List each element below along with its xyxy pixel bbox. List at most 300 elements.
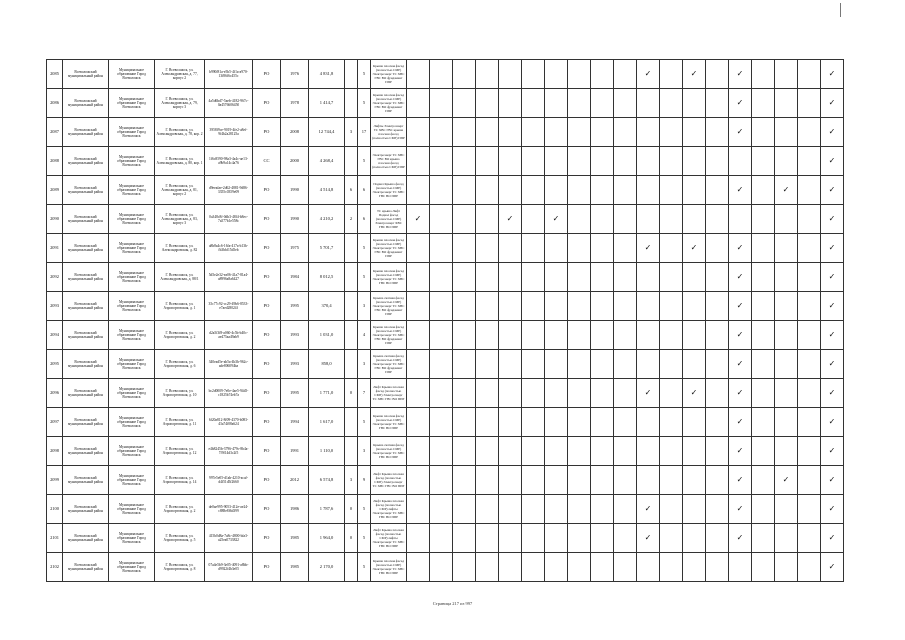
empty-cell [476, 89, 499, 118]
municipality: Муниципальное образование Город Всеволожск [109, 495, 155, 524]
empty-cell [545, 350, 568, 379]
works-list: Крыша плоская фасад (полностью СМР) Электроэнерг ТС ХВС ГВС ВО ППР [371, 553, 407, 582]
check-mark-cell: ✓ [683, 379, 706, 408]
empty-cell [591, 408, 614, 437]
empty-cell [683, 495, 706, 524]
empty-cell [476, 379, 499, 408]
works-list: Крыша плоская фасад (полностью СМР) Электроэнерг ТС ХВС ГВС ВО фундамент ППР [371, 89, 407, 118]
empty-cell [545, 524, 568, 553]
empty-cell [453, 350, 476, 379]
empty-cell [522, 553, 545, 582]
empty-cell [476, 553, 499, 582]
empty-cell [430, 147, 453, 176]
works-list: Крыша плоская фасад (полностью СМР) Электроэнерг ТС ХВС ГВС ВО фундамент ППР [371, 321, 407, 350]
row-number: 2087 [47, 118, 63, 147]
empty-cell [407, 321, 430, 350]
empty-cell [683, 89, 706, 118]
empty-cell [476, 205, 499, 234]
empty-cell [752, 205, 775, 234]
empty-cell [522, 60, 545, 89]
empty-cell [614, 350, 637, 379]
empty-cell [775, 379, 798, 408]
municipal-district: Всеволожский муниципальный район [63, 89, 109, 118]
empty-cell [637, 147, 660, 176]
wall-material: РО [253, 89, 281, 118]
empty-cell [660, 205, 683, 234]
floors-count: 4 [358, 321, 371, 350]
empty-cell [683, 205, 706, 234]
empty-cell [798, 350, 821, 379]
empty-cell [430, 321, 453, 350]
lifts-count [345, 408, 358, 437]
build-year: 2000 [281, 147, 309, 176]
empty-cell [660, 60, 683, 89]
empty-cell [430, 292, 453, 321]
empty-cell [430, 89, 453, 118]
empty-cell [752, 147, 775, 176]
empty-cell [453, 495, 476, 524]
check-mark-cell: ✓ [637, 234, 660, 263]
floors-count: 3 [358, 350, 371, 379]
municipal-district: Всеволожский муниципальный район [63, 437, 109, 466]
empty-cell [706, 495, 729, 524]
row-number: 2086 [47, 89, 63, 118]
empty-cell [568, 321, 591, 350]
empty-cell [591, 60, 614, 89]
empty-cell [752, 350, 775, 379]
check-mark-cell: ✓ [821, 379, 844, 408]
empty-cell [453, 437, 476, 466]
empty-cell [614, 60, 637, 89]
empty-cell [637, 466, 660, 495]
empty-cell [430, 176, 453, 205]
check-mark-cell: ✓ [729, 89, 752, 118]
empty-cell [545, 379, 568, 408]
empty-cell [683, 466, 706, 495]
address: Г. Всеволожск, ул. Александровская, д. 79, корпус 3 [155, 89, 205, 118]
address: Г. Всеволожск, ул. Александровская, д. 81, корпус 2 [155, 176, 205, 205]
check-mark-cell: ✓ [407, 205, 430, 234]
empty-cell [752, 437, 775, 466]
empty-cell [660, 89, 683, 118]
empty-cell [499, 292, 522, 321]
address: Г. Всеволожск, ул. Аэропортовская, д. 5 [155, 524, 205, 553]
table-row [47, 263, 844, 292]
capital-repair-register-table [46, 59, 844, 582]
municipality: Муниципальное образование Город Всеволожск [109, 147, 155, 176]
build-year: 1978 [281, 89, 309, 118]
total-area: 1 617,0 [309, 408, 345, 437]
empty-cell [430, 263, 453, 292]
empty-cell [752, 495, 775, 524]
works-list: Лифт Крыша плоская фасад (полностью СМР) Электроэнерг ТС ХВС ГВС ВО ППР [371, 379, 407, 408]
empty-cell [499, 350, 522, 379]
row-number: 2101 [47, 524, 63, 553]
empty-cell [798, 89, 821, 118]
empty-cell [522, 292, 545, 321]
build-year: 1986 [281, 495, 309, 524]
empty-cell [522, 379, 545, 408]
build-year: 1993 [281, 321, 309, 350]
lifts-count: 6 [345, 176, 358, 205]
empty-cell [614, 176, 637, 205]
empty-cell [545, 234, 568, 263]
empty-cell [453, 176, 476, 205]
works-list: Лифты Электроэнерг ТС ХВС ГВС крыша плоская фасад (полностью СМР) ППР [371, 118, 407, 147]
empty-cell [430, 495, 453, 524]
municipal-district: Всеволожский муниципальный район [63, 466, 109, 495]
municipality: Муниципальное образование Город Всеволожск [109, 408, 155, 437]
empty-cell [407, 524, 430, 553]
empty-cell [407, 234, 430, 263]
empty-cell [706, 263, 729, 292]
empty-cell [729, 147, 752, 176]
empty-cell [522, 495, 545, 524]
empty-cell [706, 205, 729, 234]
wall-material: СС [253, 147, 281, 176]
empty-cell [407, 379, 430, 408]
empty-cell [407, 263, 430, 292]
table-row [47, 292, 844, 321]
total-area: 370,4 [309, 292, 345, 321]
empty-cell [591, 495, 614, 524]
empty-cell [591, 292, 614, 321]
municipal-district: Всеволожский муниципальный район [63, 408, 109, 437]
empty-cell [499, 89, 522, 118]
wall-material: РО [253, 408, 281, 437]
empty-cell [522, 321, 545, 350]
wall-material: РО [253, 553, 281, 582]
municipality: Муниципальное образование Город Всеволожск [109, 176, 155, 205]
empty-cell [775, 234, 798, 263]
empty-cell [453, 379, 476, 408]
address: Г. Всеволожск, ул. Аэропортовская, д. 1 [155, 292, 205, 321]
empty-cell [752, 89, 775, 118]
empty-cell [591, 437, 614, 466]
check-mark-cell: ✓ [729, 234, 752, 263]
empty-cell [798, 118, 821, 147]
empty-cell [476, 263, 499, 292]
municipality: Муниципальное образование Город Всеволожск [109, 524, 155, 553]
empty-cell [453, 205, 476, 234]
empty-cell [568, 466, 591, 495]
empty-cell [683, 350, 706, 379]
empty-cell [568, 205, 591, 234]
floors-count: 5 [358, 60, 371, 89]
empty-cell [637, 321, 660, 350]
empty-cell [476, 292, 499, 321]
empty-cell [729, 553, 752, 582]
address: Г. Всеволожск, ул. Аэропортовская, д. 11 [155, 408, 205, 437]
build-year: 2008 [281, 118, 309, 147]
floors-count: 7 [358, 379, 371, 408]
empty-cell [568, 553, 591, 582]
total-area: 1 110,0 [309, 437, 345, 466]
empty-cell [430, 234, 453, 263]
empty-cell [499, 495, 522, 524]
empty-cell [706, 292, 729, 321]
empty-cell [706, 553, 729, 582]
empty-cell [775, 263, 798, 292]
empty-cell [522, 176, 545, 205]
check-mark-cell: ✓ [821, 495, 844, 524]
empty-cell [614, 437, 637, 466]
empty-cell [798, 437, 821, 466]
empty-cell [775, 524, 798, 553]
floors-count: 5 [358, 408, 371, 437]
empty-cell [522, 466, 545, 495]
empty-cell [775, 495, 798, 524]
check-mark-cell: ✓ [821, 60, 844, 89]
total-area: 1 031,0 [309, 321, 345, 350]
empty-cell [591, 350, 614, 379]
check-mark-cell: ✓ [637, 524, 660, 553]
empty-cell [407, 495, 430, 524]
house-id: 415b0d8a-7a8c-4800-bfa3-a25ea0733822 [205, 524, 253, 553]
empty-cell [591, 553, 614, 582]
address: Г. Всеволожск, ул. Александровская, д. 83, корпус 3 [155, 205, 205, 234]
empty-cell [660, 147, 683, 176]
empty-cell [499, 553, 522, 582]
empty-cell [752, 379, 775, 408]
empty-cell [568, 89, 591, 118]
empty-cell [798, 466, 821, 495]
empty-cell [798, 60, 821, 89]
municipal-district: Всеволожский муниципальный район [63, 379, 109, 408]
row-number: 2094 [47, 321, 63, 350]
floors-count: 17 [358, 118, 371, 147]
check-mark-cell: ✓ [821, 553, 844, 582]
municipality: Муниципальное образование Город Всеволожск [109, 118, 155, 147]
empty-cell [706, 524, 729, 553]
empty-cell [499, 437, 522, 466]
empty-cell [591, 466, 614, 495]
empty-cell [407, 350, 430, 379]
works-list: Лифт Крыша плоская фасад (полностью СМР) лифты Электроэнерг ТС ХВС ГВС ВО ППР [371, 524, 407, 553]
empty-cell [545, 437, 568, 466]
empty-cell [637, 263, 660, 292]
build-year: 1991 [281, 437, 309, 466]
empty-cell [476, 234, 499, 263]
empty-cell [522, 118, 545, 147]
empty-cell [614, 263, 637, 292]
empty-cell [591, 118, 614, 147]
empty-cell [407, 147, 430, 176]
address: Г. Всеволожск, ул. Аэропортовская, д. 2 [155, 321, 205, 350]
table-row [47, 60, 844, 89]
lifts-count [345, 234, 358, 263]
empty-cell [407, 292, 430, 321]
empty-cell [407, 176, 430, 205]
empty-cell [453, 234, 476, 263]
check-mark-cell: ✓ [821, 437, 844, 466]
empty-cell [683, 408, 706, 437]
municipality: Муниципальное образование Город Всеволожск [109, 234, 155, 263]
works-list: Крыша скатная фасад (полностью СМР) Электроэнерг ТС ХВС ГВС ВО ППР [371, 437, 407, 466]
empty-cell [453, 466, 476, 495]
house-id: e4b8245b-3796-479c-8b4a-7f9f14d3c2f5 [205, 437, 253, 466]
empty-cell [499, 524, 522, 553]
address: Г. Всеволожск, ул. Аэропортовская, д. 10 [155, 379, 205, 408]
address: Г. Всеволожск, ул. Аэропортовская, д. 12 [155, 437, 205, 466]
check-mark-cell: ✓ [729, 321, 752, 350]
empty-cell [706, 176, 729, 205]
municipality: Муниципальное образование Город Всеволожск [109, 553, 155, 582]
table-row [47, 495, 844, 524]
total-area: 4 210,2 [309, 205, 345, 234]
empty-cell [476, 350, 499, 379]
empty-cell [568, 524, 591, 553]
build-year: 1976 [281, 60, 309, 89]
lifts-count [345, 292, 358, 321]
empty-cell [614, 553, 637, 582]
empty-cell [568, 495, 591, 524]
empty-cell [775, 553, 798, 582]
address: Г. Всеволожск, ул. Аэропортовская, д. 6 [155, 350, 205, 379]
floors-count: 3 [358, 292, 371, 321]
empty-cell [430, 408, 453, 437]
empty-cell [660, 292, 683, 321]
empty-cell [499, 466, 522, 495]
empty-cell [614, 408, 637, 437]
empty-cell [637, 118, 660, 147]
empty-cell [752, 466, 775, 495]
house-id: b990f81a-e5b5-4f1a-a970-13f86f6c455c [205, 60, 253, 89]
empty-cell [660, 350, 683, 379]
row-number: 2099 [47, 466, 63, 495]
empty-cell [407, 553, 430, 582]
lifts-count: 0 [345, 495, 358, 524]
lifts-count [345, 350, 358, 379]
lifts-count [345, 437, 358, 466]
empty-cell [660, 176, 683, 205]
empty-cell [798, 176, 821, 205]
empty-cell [568, 176, 591, 205]
empty-cell [798, 234, 821, 263]
total-area: 2 170,0 [309, 553, 345, 582]
empty-cell [453, 89, 476, 118]
check-mark-cell: ✓ [775, 466, 798, 495]
empty-cell [499, 234, 522, 263]
check-mark-cell: ✓ [821, 466, 844, 495]
empty-cell [499, 147, 522, 176]
total-area: 6 574,8 [309, 466, 345, 495]
empty-cell [729, 205, 752, 234]
empty-cell [775, 321, 798, 350]
empty-cell [798, 524, 821, 553]
empty-cell [752, 263, 775, 292]
check-mark-cell: ✓ [637, 495, 660, 524]
empty-cell [775, 437, 798, 466]
build-year: 1984 [281, 263, 309, 292]
empty-cell [706, 379, 729, 408]
check-mark-cell: ✓ [821, 89, 844, 118]
empty-cell [637, 553, 660, 582]
empty-cell [545, 321, 568, 350]
register-table-wrapper [46, 59, 844, 582]
total-area: 4 268,4 [309, 147, 345, 176]
municipality: Муниципальное образование Город Всеволожск [109, 466, 155, 495]
table-row [47, 118, 844, 147]
house-id: 6f20a812-8f09-4370-b083-43a74f08a624 [205, 408, 253, 437]
empty-cell [591, 263, 614, 292]
wall-material: РО [253, 350, 281, 379]
empty-cell [614, 292, 637, 321]
floors-count: 3 [358, 437, 371, 466]
house-id: 5d5e2e32-ea06-41a7-81a4-a8996a8a6427 [205, 263, 253, 292]
lifts-count [345, 147, 358, 176]
works-list: ТС крыша Лифт Подвал фасад (полностью СМР) Электроэнерг ХВС ГВС ВО ППР [371, 205, 407, 234]
check-mark-cell: ✓ [545, 205, 568, 234]
empty-cell [591, 176, 614, 205]
empty-cell [683, 437, 706, 466]
wall-material: РО [253, 524, 281, 553]
works-list: Крыша плоская фасад (полностью СМР) Электроэнерг ТС ХВС ГВС ВО фундамент ППР [371, 60, 407, 89]
check-mark-cell: ✓ [499, 205, 522, 234]
empty-cell [706, 234, 729, 263]
empty-cell [430, 205, 453, 234]
check-mark-cell: ✓ [729, 118, 752, 147]
empty-cell [614, 234, 637, 263]
row-number: 2095 [47, 350, 63, 379]
empty-cell [614, 466, 637, 495]
municipal-district: Всеволожский муниципальный район [63, 321, 109, 350]
empty-cell [522, 234, 545, 263]
floors-count: 5 [358, 263, 371, 292]
house-id: d2a5f3f8-a060-4c5b-b40c-ae475aa49ab9 [205, 321, 253, 350]
empty-cell [591, 205, 614, 234]
address: Г. Всеволожск, ул. Александровская, д. 80, кор. 1 [155, 147, 205, 176]
row-number: 2090 [47, 205, 63, 234]
empty-cell [499, 379, 522, 408]
total-area: 1 787,6 [309, 495, 345, 524]
build-year: 1990 [281, 205, 309, 234]
empty-cell [752, 234, 775, 263]
empty-cell [568, 408, 591, 437]
floors-count: 6 [358, 176, 371, 205]
check-mark-cell: ✓ [821, 292, 844, 321]
table-row [47, 234, 844, 263]
empty-cell [775, 60, 798, 89]
municipal-district: Всеволожский муниципальный район [63, 495, 109, 524]
empty-cell [407, 466, 430, 495]
total-area: 4 831,8 [309, 60, 345, 89]
empty-cell [545, 176, 568, 205]
empty-cell [591, 234, 614, 263]
empty-cell [660, 118, 683, 147]
empty-cell [798, 495, 821, 524]
empty-cell [775, 408, 798, 437]
check-mark-cell: ✓ [821, 263, 844, 292]
empty-cell [660, 263, 683, 292]
house-id: 07a4e5b9-3e05-4091-a8bb-d9922f4b3e05 [205, 553, 253, 582]
empty-cell [752, 292, 775, 321]
build-year: 1975 [281, 234, 309, 263]
empty-cell [637, 176, 660, 205]
lifts-count [345, 60, 358, 89]
floors-count: 5 [358, 495, 371, 524]
empty-cell [798, 379, 821, 408]
check-mark-cell: ✓ [729, 292, 752, 321]
empty-cell [614, 205, 637, 234]
empty-cell [637, 350, 660, 379]
empty-cell [706, 89, 729, 118]
table-row [47, 466, 844, 495]
empty-cell [798, 147, 821, 176]
empty-cell [683, 176, 706, 205]
empty-cell [775, 205, 798, 234]
total-area: 8 012,5 [309, 263, 345, 292]
